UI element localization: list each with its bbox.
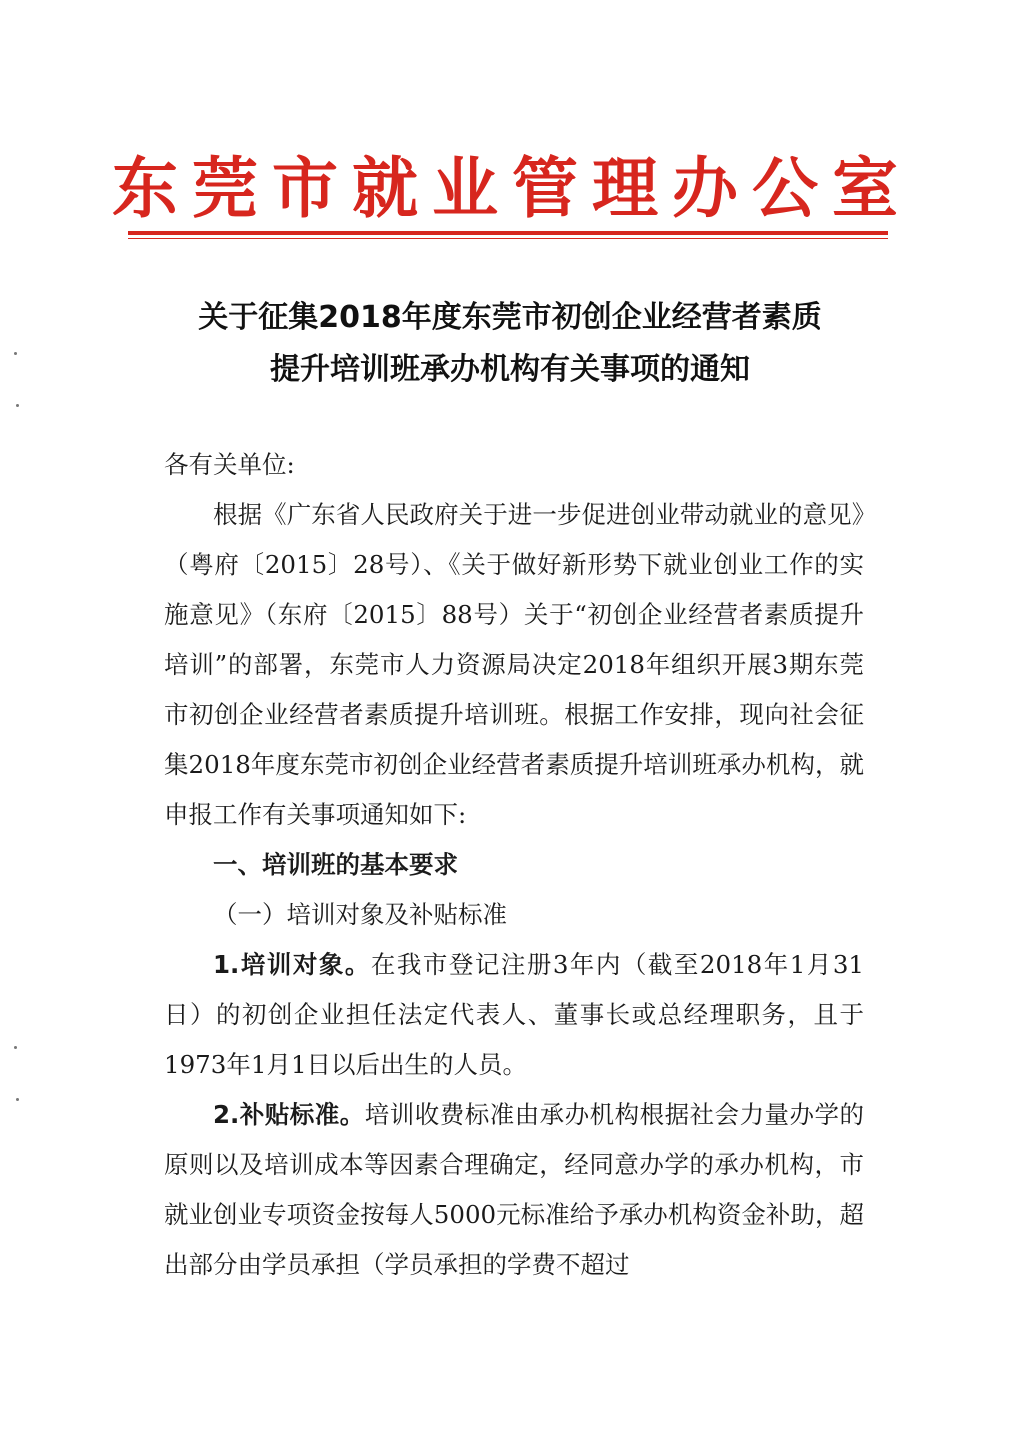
item-2-lead: 2.补贴标准。 <box>213 1100 365 1129</box>
document-title <box>120 292 900 396</box>
item-1-lead: 1.培训对象。 <box>213 950 371 979</box>
salutation: 各有关单位: <box>164 450 295 479</box>
item-2-text: 培训收费标准由承办机构根据社会力量办学的原则以及培训成本等因素合理确定，经同意办学的承办机构，市就业创业专项资金按每人5000元标准给予承办机构资金补助，超出部分由学员承担（学员承担的学费不超过 <box>164 1100 865 1279</box>
letterhead-org-name: 东莞市就业管理办公室 <box>112 149 912 227</box>
scan-speck <box>16 1098 19 1101</box>
letterhead-rule-thin <box>128 238 888 239</box>
item-training-target <box>164 940 864 1090</box>
title-line-1: 关于征集2018年度东莞市初创企业经营者素质 <box>198 300 822 335</box>
item-1-text: 在我市登记注册3年内（截至2018年1月31日）的初创企业担任法定代表人、董事长或总经理职务，且于1973年1月1日以后出生的人员。 <box>164 950 864 1079</box>
scan-speck <box>14 352 17 355</box>
subsection-heading-1: （一）培训对象及补贴标准 <box>213 900 507 929</box>
section-heading-1: 一、培训班的基本要求 <box>213 850 458 879</box>
letterhead-rule <box>128 231 888 235</box>
scan-speck <box>14 1046 17 1049</box>
title-line-2: 提升培训班承办机构有关事项的通知 <box>270 352 750 387</box>
paragraph-intro: 根据《广东省人民政府关于进一步促进创业带动就业的意见》（粤府〔2015〕28号）、《关于做好新形势下就业创业工作的实施意见》（东府〔2015〕88号）关于“初创企业经营者素质提升培训”的部署，东莞市人力资源局决定2018年组织开展3期东莞市初创企业经营者素质提升培训班。根据工作安排，现向社会征集2018年度东莞市初创企业经营者素质提升培训班承办机构，就申报工作有关事项通知如下: <box>164 500 864 829</box>
item-subsidy-standard <box>164 1090 864 1290</box>
scan-speck <box>16 404 19 407</box>
document-body <box>164 440 864 1290</box>
